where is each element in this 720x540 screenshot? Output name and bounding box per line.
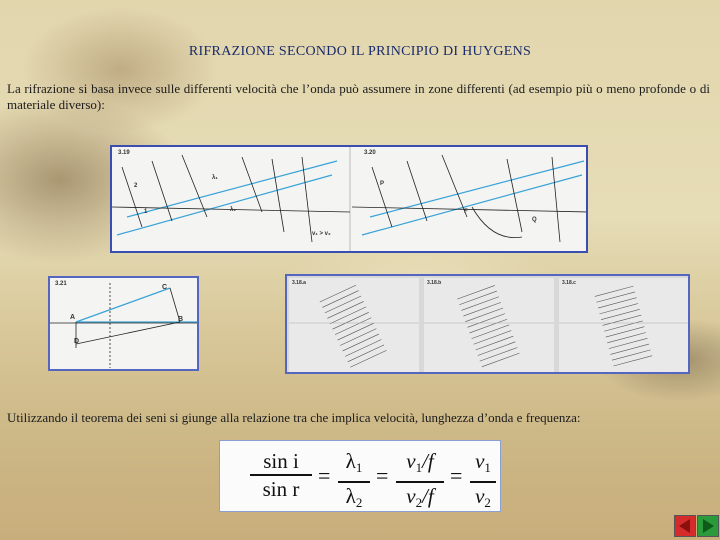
mark-lambda1: λ₁ — [212, 175, 218, 181]
velocity-symbol: v — [475, 449, 485, 473]
subscript: 2 — [415, 495, 423, 510]
fraction-bar — [396, 481, 444, 483]
fraction-bar — [470, 481, 496, 483]
lambda-1 — [338, 449, 370, 480]
triangle-left-icon — [675, 516, 695, 536]
fraction-bar — [250, 474, 312, 476]
ripple-tank-icon — [424, 278, 554, 372]
lambda-symbol: λ — [345, 484, 356, 508]
lambda-symbol: λ — [345, 449, 356, 473]
fraction-bar — [338, 481, 370, 483]
velocity-symbol: v — [406, 484, 416, 508]
sin-i: sin i — [263, 449, 299, 473]
fraction-lambda — [338, 449, 370, 515]
previous-slide-button[interactable] — [674, 515, 696, 537]
equals-sign: = — [318, 463, 331, 488]
over-f: /f — [422, 449, 434, 473]
point-b: B — [178, 316, 184, 323]
photo-panel-a — [289, 278, 419, 372]
ripple-tank-icon — [559, 278, 688, 372]
lambda-2 — [338, 484, 370, 515]
figure-label-3-21: 3.21 — [55, 281, 67, 287]
v1-over-f — [396, 449, 444, 480]
point-a: A — [70, 314, 76, 321]
figure-label-3-20: 3.20 — [364, 150, 376, 156]
over-f: /f — [422, 484, 434, 508]
wave-photos-3-18 — [285, 274, 690, 374]
subscript: 1 — [484, 460, 491, 475]
subscript: 1 — [415, 460, 423, 475]
figure-label-3-19: 3.19 — [118, 150, 130, 156]
mark-q: Q — [532, 217, 537, 223]
point-c: C — [162, 284, 168, 291]
mark-v1-gt-v2: v₁ > v₂ — [312, 231, 331, 237]
figure-label-3-18c: 3.18.c — [562, 280, 576, 286]
v2-over-f — [396, 484, 444, 515]
refraction-diagram-top — [110, 145, 588, 253]
next-slide-button[interactable] — [697, 515, 719, 537]
triangle-right-icon — [698, 516, 718, 536]
mark-2: 2 — [134, 183, 138, 189]
photo-panel-b — [424, 278, 554, 372]
photo-panel-c — [559, 278, 688, 372]
equals-sign: = — [376, 463, 389, 488]
slide-title: RIFRAZIONE SECONDO IL PRINCIPIO DI HUYGENS — [188, 44, 532, 59]
refraction-diagram-3-21 — [48, 276, 199, 371]
mark-p: P — [380, 181, 385, 187]
figure-label-3-18a: 3.18.a — [292, 280, 306, 286]
intro-paragraph: La rifrazione si basa invece sulle differenti velocità che l’onda può assumere in zone differenti (ad esempio più o meno profonde o di materiale diverso): — [7, 81, 710, 112]
subscript: 2 — [484, 495, 491, 510]
outro-paragraph: Utilizzando il teorema dei seni si giunge alla relazione tra che implica velocità, lunghezza d’onda e frequenza: — [7, 410, 581, 425]
v1 — [470, 449, 496, 480]
subscript: 1 — [355, 460, 363, 475]
sin-r: sin r — [262, 477, 300, 501]
mark-lambda2: λ₂ — [230, 207, 237, 213]
subscript: 2 — [355, 495, 363, 510]
velocity-symbol: v — [475, 484, 485, 508]
snell-formula — [219, 440, 501, 512]
wavefront-sketch-icon — [112, 147, 588, 253]
ripple-tank-icon — [289, 278, 419, 372]
equals-sign: = — [450, 463, 463, 488]
mark-f: F — [464, 209, 468, 215]
figure-label-3-18b: 3.18.b — [427, 280, 442, 286]
point-d: D — [74, 338, 80, 345]
mark-1: 1 — [144, 209, 148, 215]
fraction-sin — [250, 449, 312, 501]
geometry-sketch-icon — [50, 278, 199, 371]
fraction-velocity-frequency — [396, 449, 444, 515]
fraction-velocity — [470, 449, 496, 515]
v2 — [470, 484, 496, 515]
velocity-symbol: v — [406, 449, 416, 473]
